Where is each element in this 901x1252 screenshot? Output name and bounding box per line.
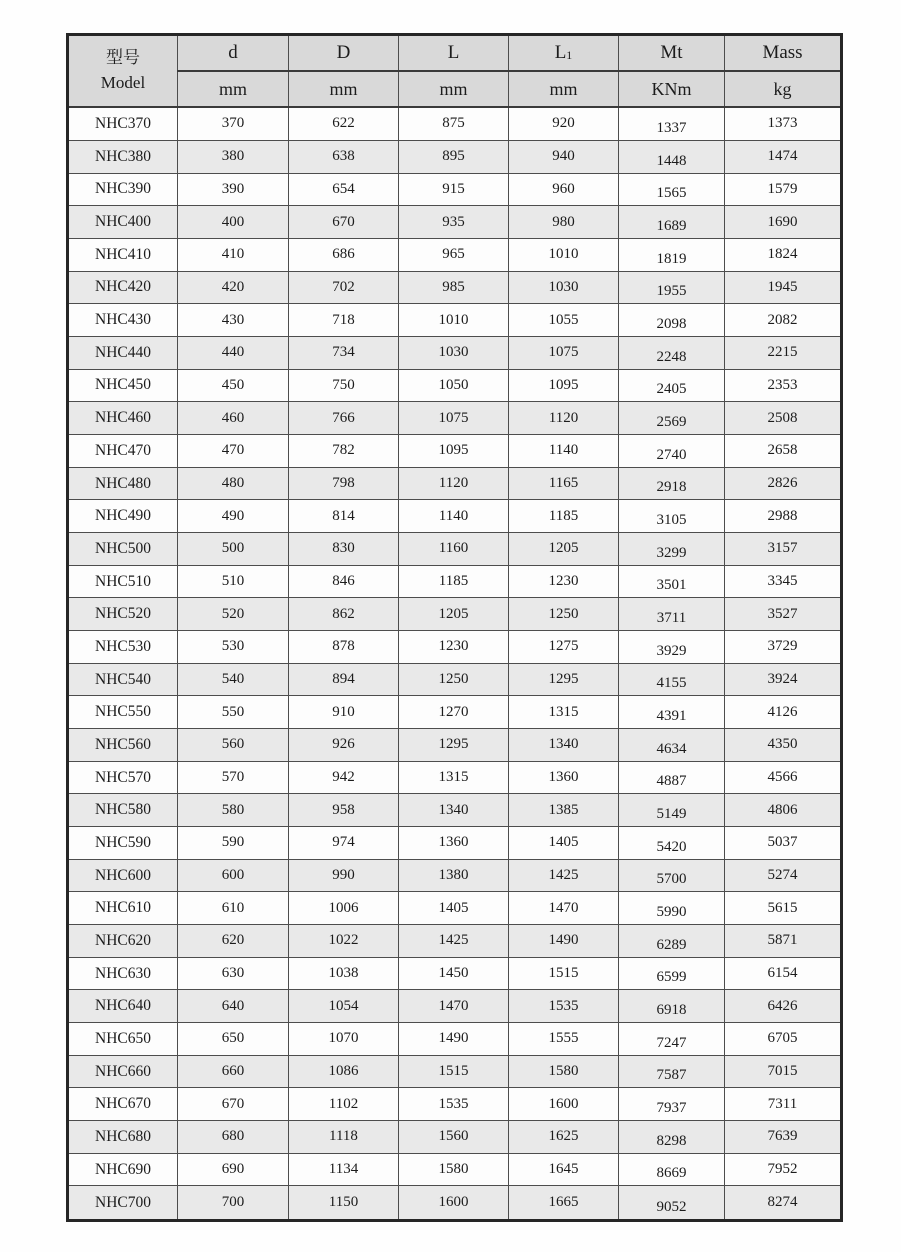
- table-row: [68, 107, 842, 140]
- cell-Mt: 5420: [619, 827, 725, 860]
- table-row: [68, 500, 842, 533]
- cell-d: 570: [178, 761, 289, 794]
- cell-Mass: 1474: [725, 140, 842, 173]
- cell-L: 1120: [399, 467, 509, 500]
- cell-Mass: 3345: [725, 565, 842, 598]
- cell-L1: 1055: [509, 304, 619, 337]
- cell-model: NHC610: [68, 892, 178, 925]
- cell-Mt: 7587: [619, 1055, 725, 1088]
- cell-d: 470: [178, 435, 289, 468]
- cell-L1: 1340: [509, 729, 619, 762]
- cell-L1: 1230: [509, 565, 619, 598]
- header-unit-L1: mm: [509, 71, 619, 107]
- cell-L1: 1140: [509, 435, 619, 468]
- cell-L: 1050: [399, 369, 509, 402]
- cell-L: 1340: [399, 794, 509, 827]
- cell-model: NHC400: [68, 206, 178, 239]
- cell-model: NHC550: [68, 696, 178, 729]
- cell-Mass: 3157: [725, 533, 842, 566]
- table-row: [68, 859, 842, 892]
- cell-Mass: 1690: [725, 206, 842, 239]
- table-row: [68, 467, 842, 500]
- cell-Mt: 2569: [619, 402, 725, 435]
- table-row: [68, 827, 842, 860]
- table-row: [68, 1055, 842, 1088]
- cell-L: 1600: [399, 1186, 509, 1221]
- cell-D: 654: [289, 173, 399, 206]
- cell-Mass: 1824: [725, 238, 842, 271]
- cell-model: NHC640: [68, 990, 178, 1023]
- cell-D: 638: [289, 140, 399, 173]
- cell-Mass: 7952: [725, 1153, 842, 1186]
- table-row: [68, 990, 842, 1023]
- cell-L1: 1490: [509, 925, 619, 958]
- cell-Mass: 2353: [725, 369, 842, 402]
- cell-Mt: 4391: [619, 696, 725, 729]
- cell-d: 480: [178, 467, 289, 500]
- cell-d: 690: [178, 1153, 289, 1186]
- cell-L1: 1645: [509, 1153, 619, 1186]
- cell-D: 1086: [289, 1055, 399, 1088]
- cell-Mass: 2826: [725, 467, 842, 500]
- header-col-L: L: [399, 35, 509, 72]
- table-row: [68, 140, 842, 173]
- cell-D: 686: [289, 238, 399, 271]
- cell-model: NHC680: [68, 1121, 178, 1154]
- table-row: [68, 957, 842, 990]
- cell-d: 420: [178, 271, 289, 304]
- cell-Mt: 2098: [619, 304, 725, 337]
- cell-Mt: 1337: [619, 107, 725, 140]
- cell-d: 370: [178, 107, 289, 140]
- cell-Mt: 7247: [619, 1023, 725, 1056]
- cell-D: 1150: [289, 1186, 399, 1221]
- header-units-row: [68, 71, 842, 107]
- cell-Mass: 2508: [725, 402, 842, 435]
- cell-model: NHC590: [68, 827, 178, 860]
- cell-d: 500: [178, 533, 289, 566]
- cell-Mt: 5990: [619, 892, 725, 925]
- header-model-zh: 型号: [106, 48, 140, 68]
- header-unit-L: mm: [399, 71, 509, 107]
- cell-model: NHC490: [68, 500, 178, 533]
- cell-d: 450: [178, 369, 289, 402]
- cell-L: 1230: [399, 631, 509, 664]
- cell-L: 1185: [399, 565, 509, 598]
- cell-D: 670: [289, 206, 399, 239]
- cell-Mass: 2082: [725, 304, 842, 337]
- cell-L: 1490: [399, 1023, 509, 1056]
- header-col-D: D: [289, 35, 399, 72]
- cell-model: NHC520: [68, 598, 178, 631]
- cell-D: 830: [289, 533, 399, 566]
- cell-Mt: 5700: [619, 859, 725, 892]
- cell-D: 1022: [289, 925, 399, 958]
- cell-Mt: 2740: [619, 435, 725, 468]
- table-header: [68, 35, 842, 108]
- table-row: [68, 271, 842, 304]
- cell-d: 620: [178, 925, 289, 958]
- cell-L: 875: [399, 107, 509, 140]
- table-row: [68, 1121, 842, 1154]
- header-model-en: Model: [100, 73, 146, 92]
- table-row: [68, 729, 842, 762]
- cell-Mass: 4566: [725, 761, 842, 794]
- cell-L1: 1535: [509, 990, 619, 1023]
- cell-D: 622: [289, 107, 399, 140]
- cell-D: 1070: [289, 1023, 399, 1056]
- cell-L: 1250: [399, 663, 509, 696]
- cell-L1: 1385: [509, 794, 619, 827]
- cell-Mass: 5274: [725, 859, 842, 892]
- cell-Mt: 2248: [619, 336, 725, 369]
- header-col-L1: $L_1$: [509, 35, 619, 72]
- cell-Mt: 1448: [619, 140, 725, 173]
- cell-L1: 1295: [509, 663, 619, 696]
- cell-model: NHC690: [68, 1153, 178, 1186]
- cell-L: 1535: [399, 1088, 509, 1121]
- cell-Mt: 3711: [619, 598, 725, 631]
- table-row: [68, 435, 842, 468]
- cell-d: 650: [178, 1023, 289, 1056]
- cell-Mt: 1689: [619, 206, 725, 239]
- cell-Mass: 6426: [725, 990, 842, 1023]
- cell-d: 530: [178, 631, 289, 664]
- cell-L: 985: [399, 271, 509, 304]
- cell-model: NHC390: [68, 173, 178, 206]
- cell-L1: 1515: [509, 957, 619, 990]
- cell-L: 1580: [399, 1153, 509, 1186]
- cell-Mt: 1819: [619, 238, 725, 271]
- cell-d: 380: [178, 140, 289, 173]
- header-model: [68, 35, 178, 108]
- cell-Mass: 8274: [725, 1186, 842, 1221]
- cell-D: 1006: [289, 892, 399, 925]
- cell-model: NHC600: [68, 859, 178, 892]
- table-row: [68, 696, 842, 729]
- table-row: [68, 304, 842, 337]
- cell-L1: 1555: [509, 1023, 619, 1056]
- cell-L1: 1120: [509, 402, 619, 435]
- cell-d: 580: [178, 794, 289, 827]
- header-unit-D: mm: [289, 71, 399, 107]
- cell-Mass: 2658: [725, 435, 842, 468]
- cell-Mt: 6918: [619, 990, 725, 1023]
- table-row: [68, 1023, 842, 1056]
- cell-D: 766: [289, 402, 399, 435]
- cell-D: 814: [289, 500, 399, 533]
- cell-L1: 1600: [509, 1088, 619, 1121]
- cell-Mass: 4806: [725, 794, 842, 827]
- cell-L1: 1665: [509, 1186, 619, 1221]
- cell-L: 915: [399, 173, 509, 206]
- cell-d: 640: [178, 990, 289, 1023]
- cell-Mass: 7639: [725, 1121, 842, 1154]
- cell-L: 965: [399, 238, 509, 271]
- table-row: [68, 892, 842, 925]
- cell-d: 610: [178, 892, 289, 925]
- cell-L: 1205: [399, 598, 509, 631]
- cell-model: NHC570: [68, 761, 178, 794]
- table-row: [68, 1186, 842, 1221]
- cell-Mass: 7015: [725, 1055, 842, 1088]
- cell-Mt: 8298: [619, 1121, 725, 1154]
- cell-L1: 1250: [509, 598, 619, 631]
- table-row: [68, 925, 842, 958]
- header-unit-Mass: kg: [725, 71, 842, 107]
- cell-L1: 1360: [509, 761, 619, 794]
- cell-Mt: 5149: [619, 794, 725, 827]
- cell-model: NHC470: [68, 435, 178, 468]
- table-row: [68, 761, 842, 794]
- cell-model: NHC480: [68, 467, 178, 500]
- cell-model: NHC630: [68, 957, 178, 990]
- cell-model: NHC440: [68, 336, 178, 369]
- cell-model: NHC560: [68, 729, 178, 762]
- cell-L1: 1185: [509, 500, 619, 533]
- cell-D: 718: [289, 304, 399, 337]
- table-row: [68, 565, 842, 598]
- cell-Mass: 1945: [725, 271, 842, 304]
- table-row: [68, 1088, 842, 1121]
- cell-d: 440: [178, 336, 289, 369]
- cell-L: 1140: [399, 500, 509, 533]
- cell-L1: 1625: [509, 1121, 619, 1154]
- cell-L: 1095: [399, 435, 509, 468]
- cell-L: 1405: [399, 892, 509, 925]
- cell-Mass: 6154: [725, 957, 842, 990]
- cell-model: NHC410: [68, 238, 178, 271]
- cell-Mass: 2215: [725, 336, 842, 369]
- cell-L1: 1205: [509, 533, 619, 566]
- cell-d: 670: [178, 1088, 289, 1121]
- cell-d: 590: [178, 827, 289, 860]
- cell-Mass: 3527: [725, 598, 842, 631]
- table-row: [68, 598, 842, 631]
- cell-L: 1560: [399, 1121, 509, 1154]
- cell-d: 540: [178, 663, 289, 696]
- cell-L: 1315: [399, 761, 509, 794]
- cell-L: 1010: [399, 304, 509, 337]
- cell-L1: 1030: [509, 271, 619, 304]
- cell-L: 1380: [399, 859, 509, 892]
- cell-Mt: 1955: [619, 271, 725, 304]
- cell-D: 798: [289, 467, 399, 500]
- cell-Mass: 5037: [725, 827, 842, 860]
- table-row: [68, 402, 842, 435]
- table-row: [68, 794, 842, 827]
- cell-Mass: 3924: [725, 663, 842, 696]
- cell-D: 1102: [289, 1088, 399, 1121]
- cell-Mass: 3729: [725, 631, 842, 664]
- table-row: [68, 533, 842, 566]
- cell-d: 700: [178, 1186, 289, 1221]
- cell-D: 782: [289, 435, 399, 468]
- cell-Mass: 4350: [725, 729, 842, 762]
- cell-D: 1118: [289, 1121, 399, 1154]
- cell-model: NHC460: [68, 402, 178, 435]
- table-row: [68, 173, 842, 206]
- cell-L: 935: [399, 206, 509, 239]
- cell-L1: 1405: [509, 827, 619, 860]
- cell-Mass: 5615: [725, 892, 842, 925]
- cell-d: 400: [178, 206, 289, 239]
- cell-D: 910: [289, 696, 399, 729]
- cell-D: 750: [289, 369, 399, 402]
- header-col-Mass: Mass: [725, 35, 842, 72]
- header-name-row: [68, 35, 842, 72]
- table-body: [68, 107, 842, 1221]
- cell-Mt: 3105: [619, 500, 725, 533]
- table-row: [68, 336, 842, 369]
- table-row: [68, 631, 842, 664]
- cell-D: 1038: [289, 957, 399, 990]
- header-unit-Mt: KNm: [619, 71, 725, 107]
- cell-D: 1134: [289, 1153, 399, 1186]
- cell-L: 1030: [399, 336, 509, 369]
- table-row: [68, 206, 842, 239]
- cell-D: 862: [289, 598, 399, 631]
- cell-d: 630: [178, 957, 289, 990]
- cell-D: 702: [289, 271, 399, 304]
- cell-L: 1470: [399, 990, 509, 1023]
- cell-d: 410: [178, 238, 289, 271]
- cell-D: 990: [289, 859, 399, 892]
- cell-model: NHC530: [68, 631, 178, 664]
- cell-model: NHC580: [68, 794, 178, 827]
- cell-model: NHC620: [68, 925, 178, 958]
- cell-model: NHC450: [68, 369, 178, 402]
- cell-d: 600: [178, 859, 289, 892]
- cell-Mt: 1565: [619, 173, 725, 206]
- table-row: [68, 1153, 842, 1186]
- cell-Mass: 5871: [725, 925, 842, 958]
- cell-d: 490: [178, 500, 289, 533]
- spec-table: [66, 33, 843, 1222]
- cell-L1: 1275: [509, 631, 619, 664]
- cell-model: NHC540: [68, 663, 178, 696]
- header-unit-d: mm: [178, 71, 289, 107]
- cell-d: 550: [178, 696, 289, 729]
- cell-D: 734: [289, 336, 399, 369]
- cell-L1: 1165: [509, 467, 619, 500]
- cell-Mt: 4634: [619, 729, 725, 762]
- cell-Mt: 4887: [619, 761, 725, 794]
- cell-L: 1160: [399, 533, 509, 566]
- cell-Mass: 7311: [725, 1088, 842, 1121]
- cell-L: 1075: [399, 402, 509, 435]
- cell-Mt: 4155: [619, 663, 725, 696]
- cell-L1: 1075: [509, 336, 619, 369]
- cell-d: 660: [178, 1055, 289, 1088]
- header-col-d: d: [178, 35, 289, 72]
- cell-Mt: 2405: [619, 369, 725, 402]
- cell-Mt: 9052: [619, 1186, 725, 1221]
- cell-L1: 1010: [509, 238, 619, 271]
- cell-L: 895: [399, 140, 509, 173]
- cell-model: NHC700: [68, 1186, 178, 1221]
- cell-Mt: 3501: [619, 565, 725, 598]
- cell-L1: 1095: [509, 369, 619, 402]
- cell-Mt: 3299: [619, 533, 725, 566]
- cell-d: 390: [178, 173, 289, 206]
- cell-L: 1450: [399, 957, 509, 990]
- cell-d: 460: [178, 402, 289, 435]
- cell-d: 560: [178, 729, 289, 762]
- cell-L1: 1470: [509, 892, 619, 925]
- cell-Mt: 2918: [619, 467, 725, 500]
- table-row: [68, 369, 842, 402]
- header-col-Mt: Mt: [619, 35, 725, 72]
- cell-Mass: 1579: [725, 173, 842, 206]
- cell-model: NHC650: [68, 1023, 178, 1056]
- cell-Mt: 8669: [619, 1153, 725, 1186]
- cell-model: NHC430: [68, 304, 178, 337]
- cell-L1: 920: [509, 107, 619, 140]
- cell-model: NHC500: [68, 533, 178, 566]
- cell-D: 894: [289, 663, 399, 696]
- cell-model: NHC370: [68, 107, 178, 140]
- cell-D: 846: [289, 565, 399, 598]
- table-row: [68, 238, 842, 271]
- cell-d: 510: [178, 565, 289, 598]
- cell-D: 942: [289, 761, 399, 794]
- cell-Mt: 3929: [619, 631, 725, 664]
- cell-L1: 1580: [509, 1055, 619, 1088]
- cell-D: 958: [289, 794, 399, 827]
- cell-L: 1515: [399, 1055, 509, 1088]
- cell-model: NHC510: [68, 565, 178, 598]
- cell-Mass: 2988: [725, 500, 842, 533]
- cell-L1: 1315: [509, 696, 619, 729]
- cell-D: 974: [289, 827, 399, 860]
- cell-Mt: 6289: [619, 925, 725, 958]
- cell-L: 1425: [399, 925, 509, 958]
- cell-Mass: 1373: [725, 107, 842, 140]
- cell-L1: 940: [509, 140, 619, 173]
- cell-L1: 980: [509, 206, 619, 239]
- cell-L: 1270: [399, 696, 509, 729]
- cell-D: 878: [289, 631, 399, 664]
- cell-model: NHC670: [68, 1088, 178, 1121]
- cell-d: 520: [178, 598, 289, 631]
- cell-L1: 960: [509, 173, 619, 206]
- cell-L: 1360: [399, 827, 509, 860]
- cell-Mass: 6705: [725, 1023, 842, 1056]
- cell-L1: 1425: [509, 859, 619, 892]
- cell-Mt: 7937: [619, 1088, 725, 1121]
- cell-D: 1054: [289, 990, 399, 1023]
- cell-d: 680: [178, 1121, 289, 1154]
- table-row: [68, 663, 842, 696]
- cell-D: 926: [289, 729, 399, 762]
- cell-Mass: 4126: [725, 696, 842, 729]
- cell-model: NHC380: [68, 140, 178, 173]
- cell-Mt: 6599: [619, 957, 725, 990]
- cell-d: 430: [178, 304, 289, 337]
- cell-L: 1295: [399, 729, 509, 762]
- cell-model: NHC660: [68, 1055, 178, 1088]
- cell-model: NHC420: [68, 271, 178, 304]
